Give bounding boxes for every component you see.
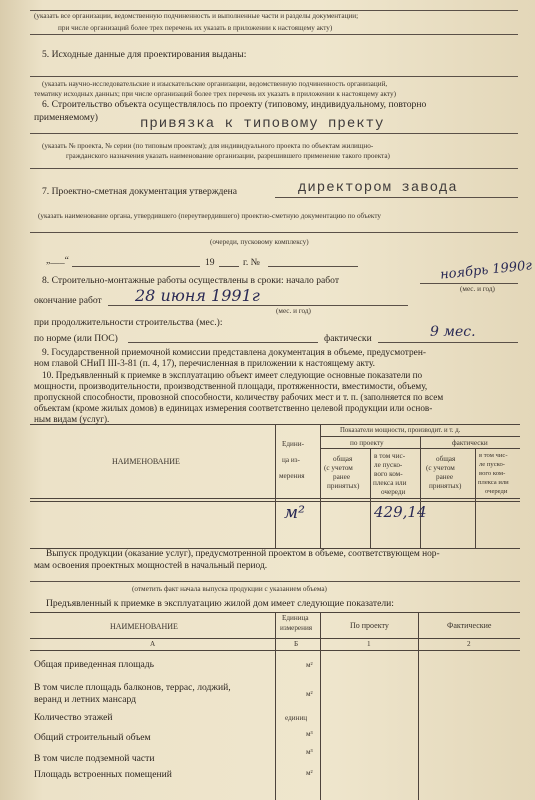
item10-line-5: ным видам (услуг). xyxy=(34,414,110,424)
capacity-actual-total-1: общая xyxy=(436,455,456,463)
capacity-incl-1: в том чис- xyxy=(374,452,406,460)
capacity-incl-5: очереди xyxy=(381,488,406,496)
capacity-incl-3: вого ком- xyxy=(374,470,403,478)
capacity-actual-incl-1: в том чис- xyxy=(479,452,508,459)
item8-actual-label: фактически xyxy=(324,333,372,344)
capacity-group-header: Показатели мощности, производит. и т. д. xyxy=(340,427,461,434)
capacity-actual-total-3: ранее xyxy=(436,473,454,481)
fill-line xyxy=(30,76,518,77)
item5-label: 5. Исходные данные для проектирования выданы: xyxy=(42,49,247,60)
item8-end-note: (мес. и год) xyxy=(276,307,311,315)
item8-norm-label: по норме (или ПОС) xyxy=(34,333,118,344)
capacity-actual-incl-4: плекса или xyxy=(478,479,509,486)
residential-col-name: НАИМЕНОВАНИЕ xyxy=(110,622,178,631)
residential-row-unit: м² xyxy=(306,769,313,777)
fill-line xyxy=(30,34,518,35)
item8-start-note: (мес. и год) xyxy=(460,285,495,293)
residential-row-name: В том числе площадь балконов, террас, лоджий, xyxy=(34,682,231,693)
capacity-total-2: (с учетом xyxy=(324,464,353,472)
residential-heading: Предъявленный к приемке в эксплуатацию жилой дом имеет следующие показатели: xyxy=(46,598,394,609)
residential-row-name: В том числе подземной части xyxy=(34,753,155,764)
fill-line xyxy=(30,581,520,582)
residential-row-name: Площадь встроенных помещений xyxy=(34,769,172,780)
fill-line xyxy=(268,266,358,267)
capacity-actual-incl-5: очереди xyxy=(485,488,508,495)
capacity-total-4: принятых) xyxy=(327,482,360,490)
capacity-actual-total-2: (с учетом xyxy=(426,464,455,472)
capacity-row-unit: м² xyxy=(284,503,305,523)
item7-date-prefix: „___“ xyxy=(46,255,69,266)
item7-note-2: (очереди, пусковому комплексу) xyxy=(210,238,309,246)
item6-note-1: (указать № проекта, № серии (по типовым проектам); для индивидуального проекта по объектам жилищно- xyxy=(42,142,374,150)
capacity-actual-total-4: принятых) xyxy=(429,482,462,490)
output-line-2: мам освоения проектных мощностей в начальный период. xyxy=(34,561,268,571)
capacity-col-unit-2: ца из- xyxy=(282,456,300,464)
item7-typed-value: директором завода xyxy=(298,180,458,196)
item5-note-1: (указать научно-исследовательские и изыскательские организации, ведомственную подчиненность организаций, xyxy=(42,80,388,88)
residential-col-unit-2: измерения xyxy=(280,624,313,632)
item5-note-2: тематику исходных данных; при числе организаций более трех перечень их указать в приложении к настоящему акту) xyxy=(34,90,396,98)
residential-col-actual: Фактические xyxy=(447,621,492,630)
residential-row-unit: м² xyxy=(306,661,313,669)
residential-row-name: Количество этажей xyxy=(34,712,113,723)
note-organizations-2: при числе организаций более трех перечень их указать в приложении к настоящему акту) xyxy=(58,24,333,32)
fill-line xyxy=(219,266,239,267)
capacity-col-unit-3: мерения xyxy=(279,472,305,480)
residential-idx-a: А xyxy=(150,640,156,648)
item10-line-2: мощности, производительности, производственной площади, протяженности, вместимости, объему, xyxy=(34,381,428,391)
note-organizations-1: (указать все организации, ведомственную подчиненность и выполненные части и разделы документации; xyxy=(34,12,359,20)
residential-col-unit-1: Единица xyxy=(282,614,309,622)
item10-line-1: 10. Предъявленный к приемке в эксплуатацию объект имеет следующие основные показатели по xyxy=(42,370,423,380)
item9-line-2: ном главой СНиП III-3-81 (п. 4, 17), перечисленная в приложении к настоящему акту. xyxy=(34,359,375,369)
item6-note-2: гражданского назначения указать наименование организации, разрешившего применение такого проекта) xyxy=(66,152,390,160)
residential-row-unit: м² xyxy=(306,690,313,698)
capacity-actual: фактически xyxy=(452,439,488,447)
item10-line-3: пропускной способности, провозной способности, количеству рабочих мест и т. п. (заполняется по всем xyxy=(34,392,444,402)
item8-duration-label: при продолжительности строительства (мес.): xyxy=(34,317,223,328)
capacity-row-project-total: 429,14 xyxy=(374,503,427,521)
fill-line xyxy=(30,10,518,11)
capacity-incl-2: ле пуско- xyxy=(374,461,403,469)
capacity-total-3: ранее xyxy=(333,473,351,481)
item7-date-suffix: г. № xyxy=(243,257,260,268)
residential-idx-1: 1 xyxy=(367,640,371,648)
item6-typed-value: привязка к типовому пректу xyxy=(140,116,385,132)
capacity-col-unit-1: Едини- xyxy=(282,440,304,448)
fill-line xyxy=(128,342,318,343)
item7-date-year: 19 xyxy=(205,257,215,268)
item10-line-4: объектам (кроме жилых домов) в единицах измерения соответственно целевой продукции или основ- xyxy=(34,403,433,413)
fill-line xyxy=(72,266,200,267)
fill-line xyxy=(420,283,518,284)
item8-actual-value: 9 мес. xyxy=(430,324,476,340)
capacity-actual-incl-3: вого ком- xyxy=(479,470,506,477)
capacity-incl-4: плекса или xyxy=(373,479,407,487)
capacity-total-1: общая xyxy=(333,455,353,463)
residential-row-unit: м³ xyxy=(306,748,313,756)
residential-row-name: Общий строительный объем xyxy=(34,732,151,743)
fill-line xyxy=(30,168,518,169)
capacity-by-project: по проекту xyxy=(350,439,384,447)
output-note: (отметить факт начала выпуска продукции с указанием объема) xyxy=(132,585,327,593)
residential-row-name: Общая приведенная площадь xyxy=(34,659,155,670)
item8-end-label: окончание работ xyxy=(34,295,102,306)
item7-note-1: (указать наименование органа, утвердившего (переутвердившего) проектно-сметную документацию по объекту xyxy=(38,212,381,220)
item8-end-value: 28 июня 1991г xyxy=(135,286,260,305)
item6-label-2: применяемому) xyxy=(34,112,98,123)
residential-row-name-2: веранд и летних мансард xyxy=(34,694,137,705)
fill-line xyxy=(108,305,408,306)
residential-row-unit: м³ xyxy=(306,730,313,738)
fill-line xyxy=(30,232,518,233)
item7-label: 7. Проектно-сметная документация утверждена xyxy=(42,186,237,197)
item8-start-value: ноябрь 1990г xyxy=(439,258,533,283)
item8-label: 8. Строительно-монтажные работы осуществлены в сроки: начало работ xyxy=(42,275,340,286)
residential-idx-b: Б xyxy=(294,640,299,648)
capacity-col-name: НАИМЕНОВАНИЕ xyxy=(112,457,180,466)
residential-idx-2: 2 xyxy=(467,640,471,648)
fill-line xyxy=(378,342,518,343)
fill-line xyxy=(30,133,518,134)
residential-row-unit: единиц xyxy=(285,714,308,722)
residential-col-project: По проекту xyxy=(350,621,389,630)
output-line-1: Выпуск продукции (оказание услуг), предусмотренной проектом в объеме, соответствующем нор- xyxy=(46,549,440,559)
capacity-actual-incl-2: ле пуско- xyxy=(479,461,505,468)
item9-line-1: 9. Государственной приемочной комиссии представлена документация в объеме, предусмотрен- xyxy=(42,348,426,358)
item6-label-1: 6. Строительство объекта осуществлялось по проекту (типовому, индивидуальному, повторно xyxy=(42,99,427,110)
fill-line xyxy=(275,197,518,198)
